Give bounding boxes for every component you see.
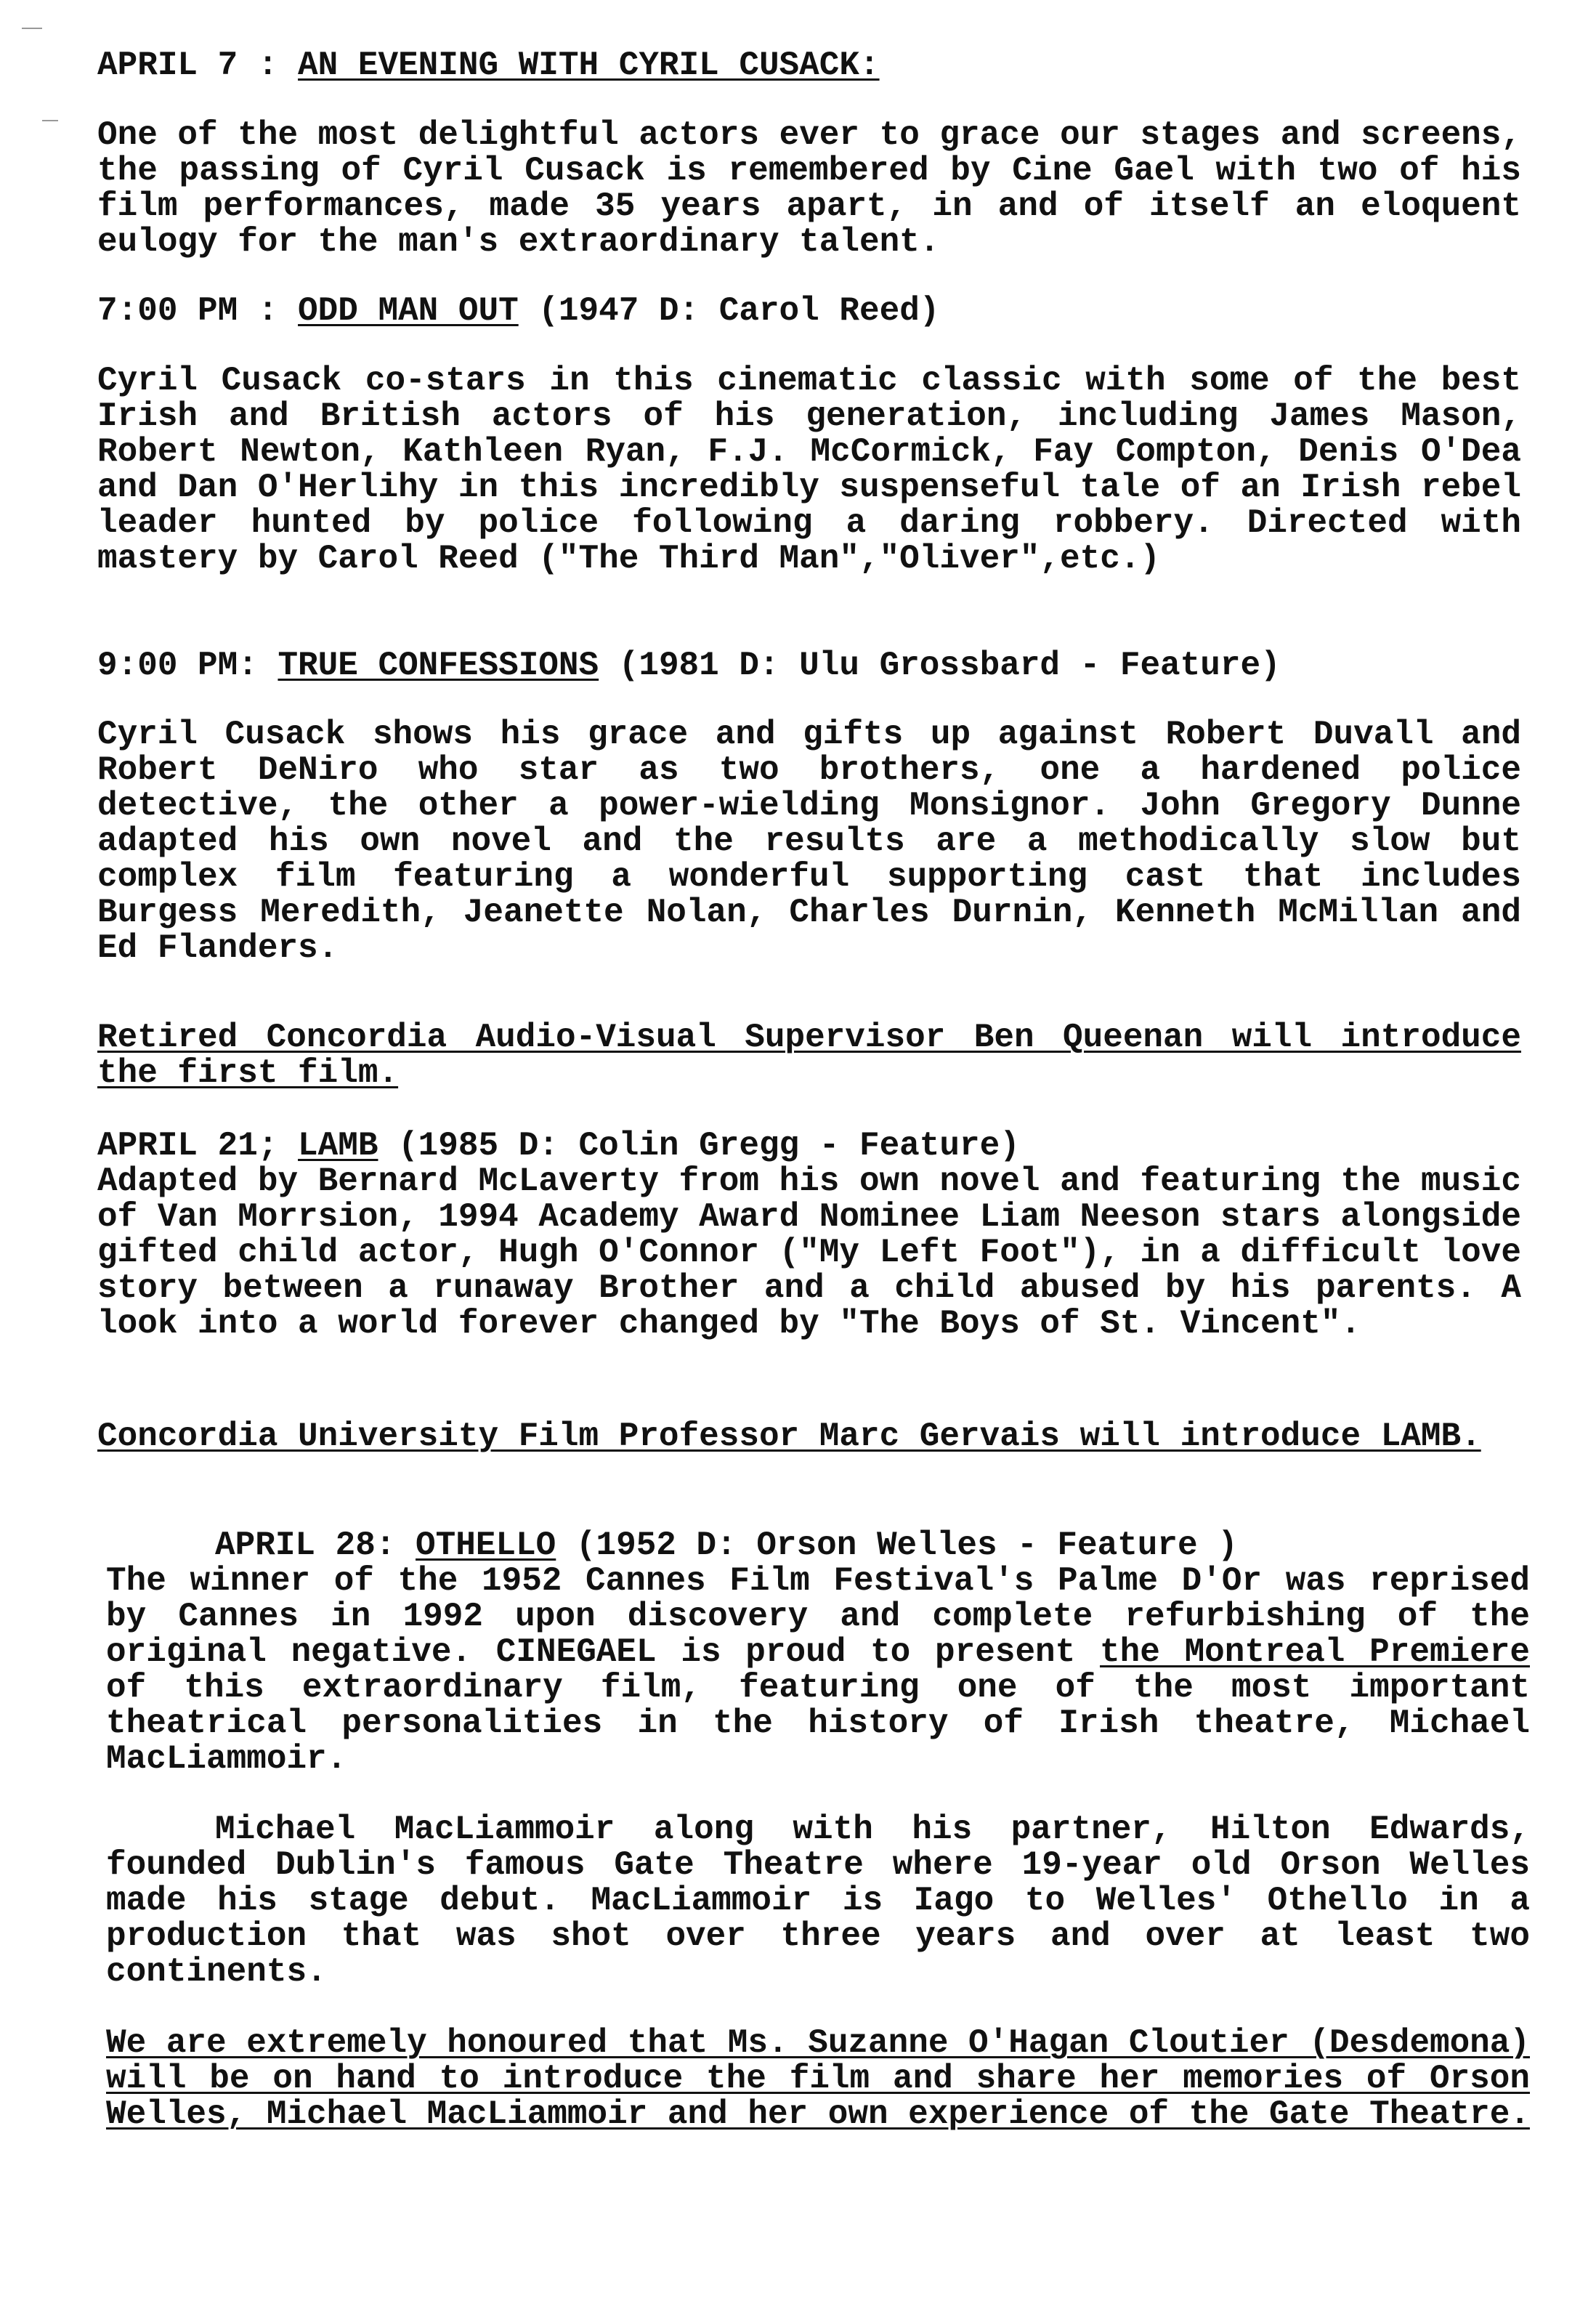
- april21-heading: [97, 1128, 1521, 1164]
- april28-desc-before: The winner of the 1952 Cannes Film Festival's Palme D'Or was reprised by Cannes in 1992 upon discovery and complete refurbishing of the original negative. CINEGAEL is proud to present: [106, 1562, 1530, 1671]
- april21-meta: (1985 D: Colin Gregg - Feature): [378, 1127, 1020, 1165]
- april28-desc-after: of this extraordinary film, featuring one of the most important theatrical personalities in the history of Irish theatre, Michael MacLiammoir.: [106, 1669, 1530, 1778]
- april21-date: APRIL 21;: [97, 1127, 299, 1165]
- april28-heading: [106, 1528, 1530, 1564]
- april7-title: AN EVENING WITH CYRIL CUSACK:: [298, 46, 880, 84]
- april28-description: [106, 1564, 1530, 1777]
- scan-mark: [22, 28, 42, 29]
- april7-introduction-note: Retired Concordia Audio-Visual Supervisor Ben Queenan will introduce the first film.: [97, 1019, 1521, 1092]
- april7-date: APRIL 7 :: [97, 46, 299, 84]
- april28-paragraph-2: [106, 1812, 1530, 1990]
- film1-description: Cyril Cusack co-stars in this cinematic classic with some of the best Irish and British actors of his generation, including James Mason, Robert Newton, Kathleen Ryan, F.J. McCormick, Fay Compton, Denis O'Dea and Dan O'Herlihy in this incredibly suspenseful tale of an Irish rebel leader hunted by police following a daring robbery. Directed with mastery by Carol Reed ("The Third Man","Oliver",etc.): [97, 362, 1521, 578]
- film2-meta: (1981 D: Ulu Grossbard - Feature): [599, 647, 1281, 684]
- april7-intro: One of the most delightful actors ever to grace our stages and screens, the passing of Cyril Cusack is remembered by Cine Gael with two of his film performances, made 35 years apart, in and of itself an eloquent eulogy for the man's extraordinary talent.: [97, 116, 1521, 261]
- april28-introduction-note: We are extremely honoured that Ms. Suzanne O'Hagan Cloutier (Desdemona) will be on hand to introduce the film and share her memories of Orson Welles, Michael MacLiammoir and her own experience of the Gate Theatre.: [106, 2024, 1530, 2133]
- april21-introduction-note: Concordia University Film Professor Marc Gervais will introduce LAMB.: [97, 1418, 1481, 1455]
- april28-meta: (1952 D: Orson Welles - Feature ): [556, 1526, 1238, 1564]
- scan-mark: [42, 120, 58, 121]
- film1-meta: (1947 D: Carol Reed): [518, 292, 940, 330]
- film2-time: 9:00 PM:: [97, 647, 278, 684]
- april21-title: LAMB: [298, 1127, 378, 1165]
- film2-title: TRUE CONFESSIONS: [278, 647, 599, 684]
- film1-time: 7:00 PM :: [97, 292, 299, 330]
- april28-para2-text: Michael MacLiammoir along with his partner, Hilton Edwards, founded Dublin's famous Gate Theatre where 19-year old Orson Welles made his stage debut. MacLiammoir is Iago to Welles' Othello in a production that was shot over three years and over at least two continents.: [106, 1811, 1530, 1991]
- april28-title: OTHELLO: [416, 1526, 556, 1564]
- montreal-premiere-text: the Montreal Premiere: [1100, 1633, 1530, 1671]
- film2-description: Cyril Cusack shows his grace and gifts up against Robert Duvall and Robert DeNiro who star as two brothers, one a hardened police detective, the other a power-wielding Monsignor. John Gregory Dunne adapted his own novel and the results are a methodically slow but complex film featuring a wonderful supporting cast that includes Burgess Meredith, Jeanette Nolan, Charles Durnin, Kenneth McMillan and Ed Flanders.: [97, 716, 1521, 967]
- film1-heading: [97, 294, 1521, 329]
- film1-title: ODD MAN OUT: [298, 292, 519, 330]
- april28-date: APRIL 28:: [215, 1526, 416, 1564]
- film2-heading: [97, 648, 1521, 684]
- april21-description: Adapted by Bernard McLaverty from his own novel and featuring the music of Van Morrsion, 1994 Academy Award Nominee Liam Neeson stars alongside gifted child actor, Hugh O'Connor ("My Left Foot"), in a difficult love story between a runaway Brother and a child abused by his parents. A look into a world forever changed by "The Boys of St. Vincent".: [97, 1162, 1521, 1343]
- april7-heading: [97, 48, 1521, 84]
